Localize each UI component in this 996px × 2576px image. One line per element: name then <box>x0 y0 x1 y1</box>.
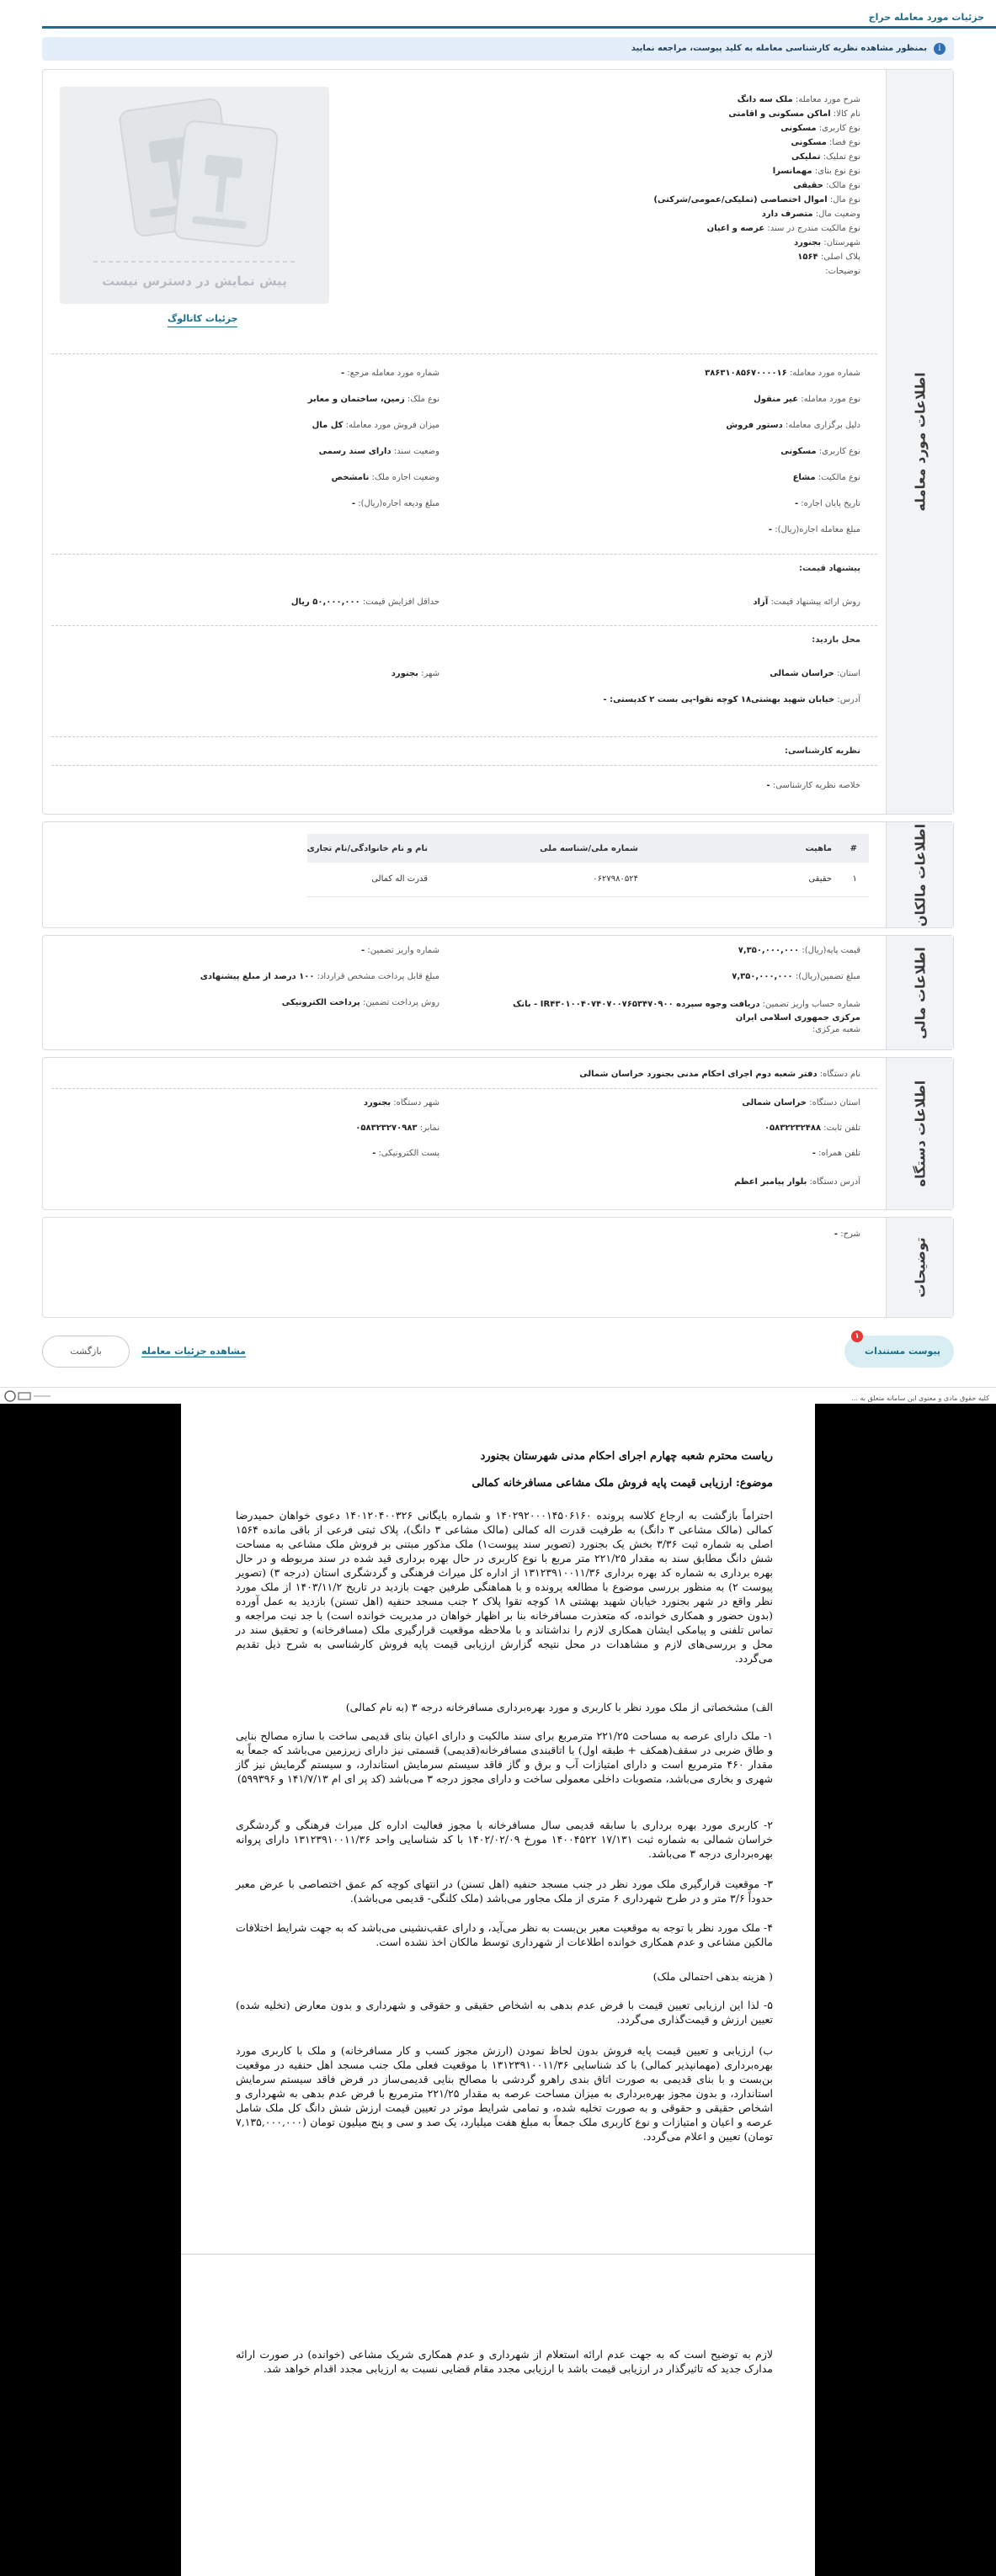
org-side-title: اطلاعات دستگاه <box>886 1058 953 1209</box>
deal-details-link[interactable]: مشاهده جزئیات معامله <box>141 1346 246 1357</box>
cell-name: قدرت اله کمالی <box>307 863 439 896</box>
field-pay-type: روش پرداخت تضمین: پرداخت الکترونیکی <box>281 998 439 1007</box>
field-usage-2: نوع کاربری: مسکونی <box>780 447 860 456</box>
divider <box>51 736 877 737</box>
field-asset-type: نوع مال: اموال اختصاصی (تملیکی/عمومی/شرکتی) <box>653 195 860 204</box>
attachments-label: پیوست مستندات <box>865 1346 940 1357</box>
expert-heading: نظریه کارشناسی: <box>785 746 860 756</box>
field-bid-method: روش ارائه پیشنهاد قیمت: آزاد <box>753 598 860 607</box>
col-index: # <box>844 834 869 863</box>
attachments-badge: ۱ <box>851 1330 863 1342</box>
divider <box>51 1088 877 1089</box>
field-ownership: نوع مالکیت: مشاع <box>792 473 860 482</box>
field-org-tel: تلفن ثابت: ۰۵۸۳۲۲۳۲۴۸۸ <box>764 1123 860 1133</box>
owners-table <box>307 834 869 897</box>
field-org-province: استان دستگاه: خراسان شمالی <box>742 1098 860 1107</box>
gavel-icon <box>60 87 329 272</box>
document-viewer[interactable] <box>0 1404 996 2576</box>
field-org-fax: نمابر: ۰۵۸۳۲۳۲۷۰۹۸۳ <box>355 1123 439 1133</box>
divider <box>51 625 877 626</box>
col-name: نام و نام خانوادگی/نام تجاری <box>307 834 439 863</box>
field-lease-end: تاریخ پایان اجاره: - <box>794 499 860 508</box>
catalog-details-link[interactable]: جزئیات کاتالوگ <box>168 313 237 327</box>
attachment-notice <box>42 37 954 61</box>
owners-side-title: اطلاعات مالکان <box>886 822 953 927</box>
doc-paragraph-6: ۴- ملک مورد نظر با توجه به موقعیت معبر بن‌بست به نظر می‌آید، و دارای عقب‌نشینی می‌باشد که به جهت شرایط اختلافات مالکین مشاعی و عدم همکاری خوانده اطلاعات از شهرداری توسط مالکان اخذ نشده است. <box>236 1921 773 1948</box>
field-branch: شعبه مرکزی: <box>812 1025 860 1034</box>
field-payable-amount: مبلغ قابل پرداخت مشخص قرارداد: ۱۰۰ درصد از مبلغ پیشنهادی <box>200 972 439 981</box>
header-bar <box>42 8 996 29</box>
divider <box>51 554 877 555</box>
item-image-placeholder <box>60 87 329 304</box>
field-org-email: پست الکترونیکی: - <box>372 1149 439 1158</box>
page-break <box>181 2254 815 2255</box>
doc-paragraph-4: ۲- کاربری مورد بهره برداری با سابقه قدیمی سال مسافرخانه با مجوز فعالیت اداره کل میراث فرهنگی و گردشگری خراسان شمالی به شماره ثبت ۱۷/۱۳۱ ۱۴۰۰۴۵۲۲ مورخ ۱۴۰۲/۰۲/۰۹ با کد شناسایی واحد ۱۳۱۲۳۹۱۰۰۱۱/۳۶ دارای پروانه بهره‌برداری درجه ۳ می‌باشد. <box>236 1819 773 1860</box>
field-deal-reason: دلیل برگزاری معامله: دستور فروش <box>726 421 860 430</box>
desc-side-title: توضیحات <box>886 1218 953 1317</box>
field-lease-amount: مبلغ معامله اجاره(ریال): - <box>768 525 860 534</box>
field-org-address: آدرس دستگاه: بلوار پیامبر اعظم <box>734 1177 860 1187</box>
footer-line <box>0 1387 996 1388</box>
field-address: آدرس: خیابان شهید بهشتی۱۸ کوچه تقوا-پی بست ۲ کدپستی: - <box>603 695 860 704</box>
field-base-price: قیمت پایه(ریال): ۷,۳۵۰,۰۰۰,۰۰۰ <box>738 946 860 955</box>
attachments-button[interactable] <box>844 1332 954 1368</box>
field-guarantee: مبلغ تضمین(ریال): ۷,۳۵۰,۰۰۰,۰۰۰ <box>732 972 860 981</box>
divider <box>51 765 877 766</box>
field-building: نوع نوع بنای: مهمانسرا <box>772 167 860 176</box>
cell-type: حقیقی <box>650 863 844 896</box>
col-type: ماهیت <box>650 834 844 863</box>
field-main-plaque: پلاک اصلی: ۱۵۶۴ <box>797 252 860 262</box>
doc-address: ریاست محترم شعبه چهارم اجرای احکام مدنی شهرستان بجنورد <box>480 1450 773 1463</box>
field-org-city: شهر دستگاه: بجنورد <box>363 1098 439 1107</box>
field-property-type: نوع ملک: زمین، ساختمان و معابر <box>307 395 439 404</box>
owners-content <box>51 822 877 927</box>
field-ownership-doc: نوع مالکیت مندرج در سند: عرصه و اعیان <box>706 224 860 233</box>
field-county: شهرستان: بجنورد <box>793 238 860 247</box>
doc-paragraph-1: احتراماً بازگشت به ارجاع کلاسه پرونده ۱۴۰۲۹۲۰۰۰۱۴۵۰۶۱۶۰ و شماره بایگانی ۱۴۰۱۲۰۴۰۰۳۲۶ دعوی خواهان حمیدرضا کمالی (مالک مشاعی ۳ دانگ) به طرفیت قدرت اله کمالی (مالک مشاعی ۳ دانگ)، پلاک ثبتی فرعی از باقی مانده ۱۵۶۴ اصلی به شماره ثبت ۳/۳۶ بخش یک بجنورد (تصویر سند پیوست۱) ملک مذکور مبتنی بر فروش ملک مشاعی به مساحت شش دانگ مطابق سند به مقدار ۲۲۱/۲۵ متر مربع با نوع کاربری در حال بهره برداری قید شده در سند مربوطه و در حال بهره برداری به شماره کد بهره برداری ۱۳۱۲۳۹۱۰۰۱۱/۳۶ از اداره کل میراث فرهنگی و گردشگری استان (درجه ۳) (تصویر پیوست ۲) به منظور بررسی موضوع با مطالعه پرونده و با هماهنگی طرفین جهت بازدید در تاریخ ۱۴۰۳/۱۱/۲ از ملک مورد نظر واقع در شهر بجنورد خیابان شهید بهشتی ۱۸ کوچه تقوا پلاک ۲ جنب مسجد حنفیه (اهل تسنن) بازدید به عمل آورده (بدون حضور و همکاری خوانده، که متعذرت مسافرخانه بنا بر اظهار خواهان در مدیریت خوانده است) با جد نیت مراجعه و تماس تلفنی و پیامکی ایشان همکاری لازم را نداشتاند و با ملاحظه موقعیت قرارگیری ملک (مسافرخانه) و تحقیق سند در محل و بررسی‌های لازم و مشاهدات در محل نتیجه گزارش ارزیابی قیمت پایه فروش کارشناسی به شرح ذیل تقدیم می‌گردد. <box>236 1509 774 1665</box>
field-city: شهر: بجنورد <box>391 669 439 678</box>
finance-content <box>51 936 877 1049</box>
finance-side-title: اطلاعات مالی <box>886 936 953 1049</box>
field-space: نوع فضا: مسکونی <box>791 138 860 147</box>
field-account: شماره حساب واریز تضمین: دریافت وجوه سپرده IR۴۳۰۱۰۰۴۰۷۴۰۷۰۰۷۶۵۳۴۷۰۹۰۰ - بانک مرکزی جمهوری اسلامی ایران <box>513 1000 860 1022</box>
desc-section <box>42 1217 954 1318</box>
field-doc-status: وضعیت سند: دارای سند رسمی <box>318 447 439 456</box>
field-tamlik: نوع تملیک: تملیکی <box>791 152 860 162</box>
doc-paragraph-10: لازم به توضیح است که به جهت عدم ارائه استعلام از شهرداری و عدم همکاری شریک مشاعی (خوانده) در صورت ارائه مدارک جدید که تاثیرگذار در ارزیابی قیمت باشد با ارزیابی مجدد مقام قضایی نسبت به ارزیابی مجدد اقدام خواهد شد. <box>236 2348 773 2375</box>
preview-unavailable-text: پیش نمایش در دسترس نیست <box>102 274 287 289</box>
document-page <box>181 1404 815 2576</box>
finance-section <box>42 935 954 1050</box>
deal-section <box>42 69 954 815</box>
footer-copyright: کلیه حقوق مادی و معنوی این سامانه متعلق به ... <box>851 1394 989 1402</box>
cell-index: ۱ <box>844 863 869 896</box>
footer-logo-icon <box>3 1389 54 1404</box>
location-heading: محل بازدید: <box>812 635 860 645</box>
divider <box>51 353 877 354</box>
deal-content <box>51 70 877 814</box>
field-item-name: نام کالا: اماکن مسکونی و اقامتی <box>728 109 860 119</box>
desc-content <box>51 1218 877 1317</box>
org-section <box>42 1057 954 1210</box>
doc-paragraph-5: ۳- موقعیت قرارگیری ملک مورد نظر در جنب مسجد حنفیه (اهل تسنن) در انتهای کوچه کم عمق اختصاصی با عرض معبر حدوداً ۳/۶ متر و در طرح شهرداری ۶ متری از ملک مجاور می‌باشد (ملک کلنگی- قدیمی می‌باشد). <box>236 1878 773 1904</box>
owners-section <box>42 821 954 928</box>
field-ref-deal-number: شماره مورد معامله مرجع: - <box>341 369 439 378</box>
field-bid-min: حداقل افزایش قیمت: ۵۰,۰۰۰,۰۰۰ ریال <box>290 598 439 607</box>
field-org-mobile: تلفن همراه: - <box>812 1149 860 1158</box>
doc-paragraph-3: ۱- ملک دارای عرصه به مساحت ۲۲۱/۲۵ مترمربع برای سند مالکیت و دارای اعیان بنای قدیمی ساخت با سازه مصالح بنایی و طاق ضربی در سقف(همکف + طبقه اول) با اتاقبندی مسافرخانه(قدیمی) قسمتی نیز دارای زیرزمین می‌باشد که جمعاً به مقدار ۴۶۰ مترمربع است و دارای امتیازات آب و برق و گاز فاقد سیستم سرمایش استاندارد، و سیستم گرمایش نیز گاز شهری و بخاری می‌باشد، متصوبات داخلی معمولی ساخت و دارای مجوز درجه ۳ می‌باشد (کد پر ای ام ۱۴۱/۷/۱۳ و ۵۹۹۳۹۶) <box>236 1729 773 1785</box>
field-org-name: نام دستگاه: دفتر شعبه دوم اجرای احکام مدنی بجنورد خراسان شمالی <box>579 1070 860 1079</box>
field-deal-number: شماره مورد معامله: ۳۸۶۳۱۰۸۵۶۷۰۰۰۰۱۶ <box>705 369 860 378</box>
notice-text: بمنظور مشاهده نظریه کارشناسی معامله به کلید پیوست، مراجعه نمایید <box>631 44 927 53</box>
field-desc: شرح مورد معامله: ملک سه دانگ <box>737 95 860 104</box>
field-deposit-number: شماره واریز تضمین: - <box>361 946 439 955</box>
field-desc-text: شرح: - <box>834 1230 860 1239</box>
table-row <box>307 863 869 896</box>
back-button[interactable]: بازگشت <box>42 1336 130 1368</box>
field-province: استان: خراسان شمالی <box>770 669 860 678</box>
col-national-id: شماره ملی/شناسه ملی <box>439 834 650 863</box>
field-lease-status: وضعیت اجاره ملک: نامشخص <box>331 473 439 482</box>
field-owner-type: نوع مالک: حقیقی <box>793 181 860 190</box>
cell-national-id: ۰۶۲۷۹۸۰۵۲۴ <box>439 863 650 896</box>
field-usage: نوع کاربری: مسکونی <box>780 124 860 133</box>
bid-heading: پیشنهاد قیمت: <box>799 564 860 573</box>
action-bar <box>42 1332 954 1371</box>
doc-paragraph-9: ب) ارزیابی و تعیین قیمت پایه فروش بدون لحاظ نمودن (ارزش مجوز کسب و کار مسافرخانه) و ملک با کاربری مورد بهره‌برداری (مهمانپذیر کمالی) با کد شناسایی ۱۳۱۲۳۹۱۰۰۱۱/۳۶ با موقعیت فعلی ملک جنب مسجد اهل حنفیه در موقعیت بن‌بست و با بنای قدیمی به صورت اتاق بندی راهرو گردشی با مصالح بنایی قدیمی‌ساز در فرض فاقد سیستم سرمایش استاندارد، و بدون مجوز بهره‌برداری به میزان مساحت عرصه به مقدار ۲۲۱/۲۵ مترمربع با فرض عدم بدهی به شهرداری و اشخاص حقیقی و حقوقی و به صورت تخلیه شده، و تمامی شرایط موثر در تعیین قیمت ارزش شش دانگ کل ملک شامل عرصه و اعیان و امتیازات و نوع کاربری ملک جمعاً به مبلغ هفت میلیارد، یک صد و سی و پنج میلیون تومان (۷,۱۳۵,۰۰۰,۰۰۰ تومان) تعیین و اعلام می‌گردد. <box>236 2044 774 2143</box>
field-notes: توضیحات: <box>825 267 860 276</box>
field-expert-summary: خلاصه نظریه کارشناسی: - <box>766 781 860 790</box>
org-content <box>51 1058 877 1209</box>
info-icon: i <box>934 43 945 55</box>
field-asset-status: وضعیت مال: متصرف دارد <box>761 210 860 219</box>
deal-side-title: اطلاعات مورد معامله <box>886 70 953 814</box>
field-sale-amount: میزان فروش مورد معامله: کل مال <box>312 421 439 430</box>
field-deal-type: نوع مورد معامله: غیر منقول <box>754 395 860 404</box>
doc-paragraph-2: الف) مشخصاتی از ملک مورد نظر با کاربری و مورد بهره‌برداری مسافرخانه درجه ۳ (به نام کمالی) <box>345 1701 773 1713</box>
doc-paragraph-8: ۵- لذا این ارزیابی تعیین قیمت با فرض عدم بدهی به اشخاص حقیقی و حقوقی و شهرداری و بدون معارض (تخلیه شده) تعیین ارزش و قیمت‌گذاری می‌گردد. <box>236 1999 773 2026</box>
field-lease-deposit: مبلغ ودیعه اجاره(ریال): - <box>351 499 439 508</box>
doc-paragraph-7: ( هزینه بدهی احتمالی ملک) <box>652 1970 773 1983</box>
table-header-row <box>307 834 869 863</box>
doc-subject: موضوع: ارزیابی قیمت پایه فروش ملک مشاعی مسافرخانه کمالی <box>471 1477 773 1490</box>
page-title: جزئیات مورد معامله حراج <box>868 12 984 23</box>
